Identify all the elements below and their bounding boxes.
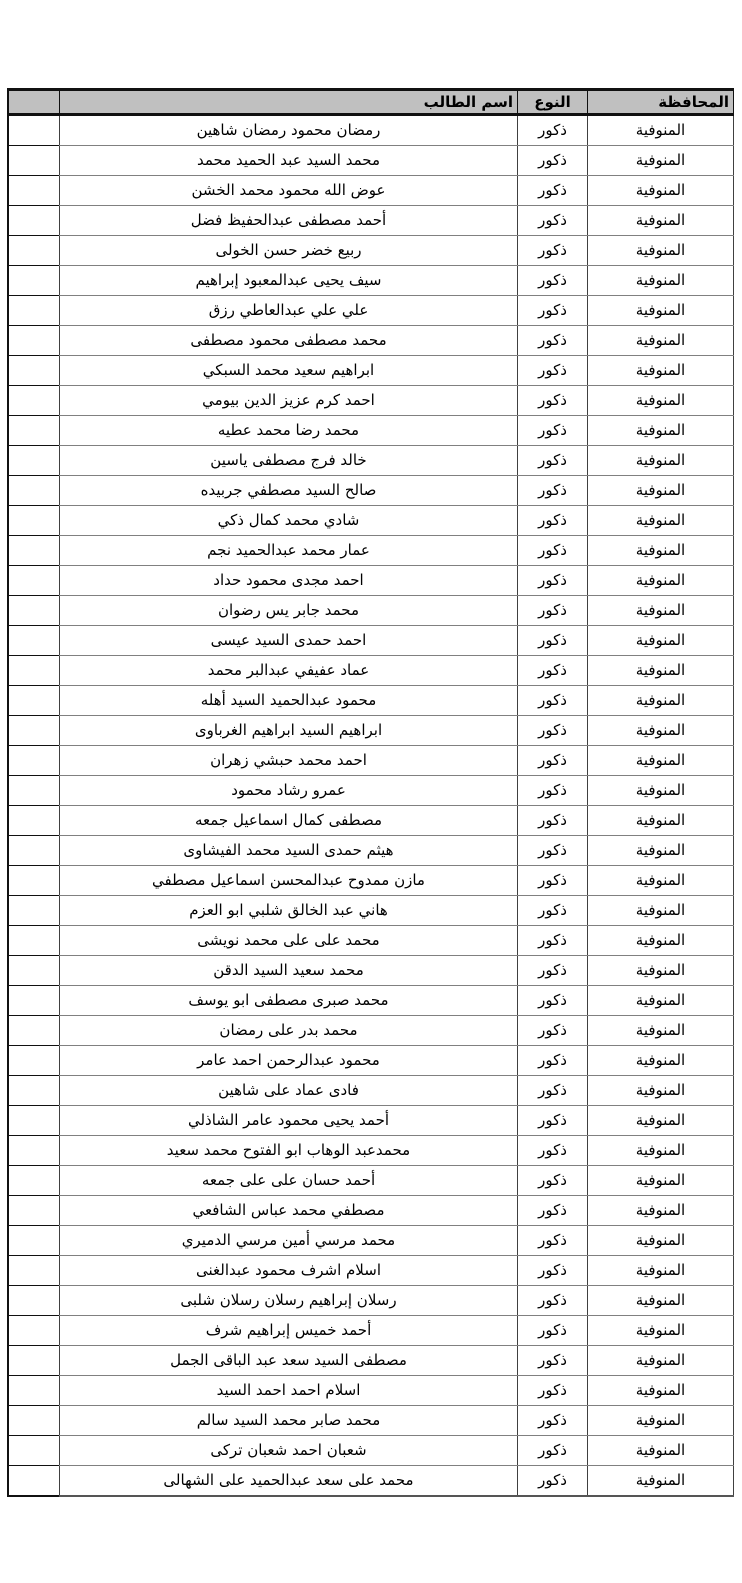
cell-type[interactable]: ذكور	[518, 1076, 588, 1106]
cell-governorate[interactable]: المنوفية	[588, 1196, 734, 1226]
table-row[interactable]	[8, 1406, 734, 1436]
cell-student-name[interactable]: هاني عبد الخالق شلبي ابو العزم	[60, 896, 518, 926]
cell-type[interactable]: ذكور	[518, 476, 588, 506]
table-row[interactable]	[8, 1466, 734, 1497]
table-row[interactable]	[8, 1316, 734, 1346]
table-row[interactable]	[8, 836, 734, 866]
table-row[interactable]	[8, 206, 734, 236]
cell-student-name[interactable]: ابراهيم سعيد محمد السبكي	[60, 356, 518, 386]
cell-serial[interactable]	[8, 266, 60, 296]
cell-student-name[interactable]: محمد مرسي أمين مرسي الدميري	[60, 1226, 518, 1256]
table-row[interactable]	[8, 926, 734, 956]
cell-governorate[interactable]: المنوفية	[588, 536, 734, 566]
cell-student-name[interactable]: عمار محمد عبدالحميد نجم	[60, 536, 518, 566]
cell-student-name[interactable]: احمد كرم عزيز الدين بيومي	[60, 386, 518, 416]
cell-serial[interactable]	[8, 476, 60, 506]
cell-student-name[interactable]: مصطفى كمال اسماعيل جمعه	[60, 806, 518, 836]
cell-governorate[interactable]: المنوفية	[588, 1466, 734, 1497]
cell-student-name[interactable]: احمد مجدى محمود حداد	[60, 566, 518, 596]
cell-student-name[interactable]: سيف يحيى عبدالمعبود إبراهيم	[60, 266, 518, 296]
cell-governorate[interactable]: المنوفية	[588, 656, 734, 686]
cell-type[interactable]: ذكور	[518, 1226, 588, 1256]
table-row[interactable]	[8, 656, 734, 686]
column-header-serial[interactable]	[8, 90, 60, 115]
cell-governorate[interactable]: المنوفية	[588, 206, 734, 236]
column-header-type[interactable]: النوع	[518, 90, 588, 115]
cell-serial[interactable]	[8, 986, 60, 1016]
table-row[interactable]	[8, 686, 734, 716]
cell-student-name[interactable]: عوض الله محمود محمد الخشن	[60, 176, 518, 206]
cell-governorate[interactable]: المنوفية	[588, 566, 734, 596]
cell-governorate[interactable]: المنوفية	[588, 386, 734, 416]
table-row[interactable]	[8, 356, 734, 386]
student-list-table	[7, 88, 735, 1497]
cell-governorate[interactable]: المنوفية	[588, 896, 734, 926]
cell-type[interactable]: ذكور	[518, 1406, 588, 1436]
cell-student-name[interactable]: خالد فرج مصطفى ياسين	[60, 446, 518, 476]
cell-student-name[interactable]: شادي محمد كمال ذكي	[60, 506, 518, 536]
cell-student-name[interactable]: محمود عبدالرحمن احمد عامر	[60, 1046, 518, 1076]
column-header-student-name[interactable]: اسم الطالب	[60, 90, 518, 115]
cell-serial[interactable]	[8, 386, 60, 416]
cell-governorate[interactable]: المنوفية	[588, 266, 734, 296]
cell-serial[interactable]	[8, 115, 60, 146]
cell-serial[interactable]	[8, 296, 60, 326]
table-row[interactable]	[8, 1436, 734, 1466]
cell-type[interactable]: ذكور	[518, 1106, 588, 1136]
table-body	[8, 115, 734, 1497]
cell-type[interactable]: ذكور	[518, 656, 588, 686]
table-row[interactable]	[8, 566, 734, 596]
cell-serial[interactable]	[8, 1316, 60, 1346]
table-row[interactable]	[8, 1286, 734, 1316]
cell-governorate[interactable]: المنوفية	[588, 176, 734, 206]
cell-governorate[interactable]: المنوفية	[588, 1286, 734, 1316]
cell-governorate[interactable]: المنوفية	[588, 926, 734, 956]
cell-student-name[interactable]: محمد على سعد عبدالحميد على الشهالى	[60, 1466, 518, 1497]
cell-serial[interactable]	[8, 1166, 60, 1196]
cell-governorate[interactable]: المنوفية	[588, 416, 734, 446]
cell-type[interactable]: ذكور	[518, 746, 588, 776]
cell-governorate[interactable]: المنوفية	[588, 1016, 734, 1046]
cell-student-name[interactable]: هيثم حمدى السيد محمد الفيشاوى	[60, 836, 518, 866]
cell-type[interactable]: ذكور	[518, 1346, 588, 1376]
table-row[interactable]	[8, 1076, 734, 1106]
cell-serial[interactable]	[8, 956, 60, 986]
cell-student-name[interactable]: أحمد يحيى محمود عامر الشاذلي	[60, 1106, 518, 1136]
cell-serial[interactable]	[8, 1076, 60, 1106]
cell-type[interactable]: ذكور	[518, 986, 588, 1016]
cell-governorate[interactable]: المنوفية	[588, 1046, 734, 1076]
cell-type[interactable]: ذكور	[518, 926, 588, 956]
cell-serial[interactable]	[8, 806, 60, 836]
cell-governorate[interactable]: المنوفية	[588, 956, 734, 986]
cell-student-name[interactable]: علي علي عبدالعاطي رزق	[60, 296, 518, 326]
cell-student-name[interactable]: رمضان محمود رمضان شاهين	[60, 115, 518, 146]
cell-serial[interactable]	[8, 1436, 60, 1466]
cell-student-name[interactable]: مصطفي محمد عباس الشافعي	[60, 1196, 518, 1226]
table-row[interactable]	[8, 266, 734, 296]
table-row[interactable]	[8, 296, 734, 326]
cell-serial[interactable]	[8, 326, 60, 356]
cell-type[interactable]: ذكور	[518, 1256, 588, 1286]
cell-type[interactable]: ذكور	[518, 596, 588, 626]
table-row[interactable]	[8, 476, 734, 506]
table-row[interactable]	[8, 1376, 734, 1406]
table-row[interactable]	[8, 896, 734, 926]
table-row[interactable]	[8, 1256, 734, 1286]
cell-type[interactable]: ذكور	[518, 176, 588, 206]
cell-student-name[interactable]: عماد عفيفي عبدالبر محمد	[60, 656, 518, 686]
table-row[interactable]	[8, 416, 734, 446]
table-row[interactable]	[8, 1226, 734, 1256]
cell-serial[interactable]	[8, 896, 60, 926]
table-row[interactable]	[8, 506, 734, 536]
cell-type[interactable]: ذكور	[518, 1316, 588, 1346]
table-row[interactable]	[8, 986, 734, 1016]
cell-student-name[interactable]: محمد صابر محمد السيد سالم	[60, 1406, 518, 1436]
cell-type[interactable]: ذكور	[518, 326, 588, 356]
table-header-row	[8, 90, 734, 115]
table-row[interactable]	[8, 115, 734, 146]
cell-governorate[interactable]: المنوفية	[588, 446, 734, 476]
cell-serial[interactable]	[8, 716, 60, 746]
cell-student-name[interactable]: محمدعبد الوهاب ابو الفتوح محمد سعيد	[60, 1136, 518, 1166]
table-row[interactable]	[8, 626, 734, 656]
table-row[interactable]	[8, 146, 734, 176]
cell-governorate[interactable]: المنوفية	[588, 836, 734, 866]
cell-governorate[interactable]: المنوفية	[588, 146, 734, 176]
cell-serial[interactable]	[8, 836, 60, 866]
cell-type[interactable]: ذكور	[518, 716, 588, 746]
cell-type[interactable]: ذكور	[518, 1376, 588, 1406]
table-row[interactable]	[8, 746, 734, 776]
table-row[interactable]	[8, 1196, 734, 1226]
cell-student-name[interactable]: رسلان إبراهيم رسلان رسلان شلبى	[60, 1286, 518, 1316]
table-row[interactable]	[8, 326, 734, 356]
cell-governorate[interactable]: المنوفية	[588, 596, 734, 626]
cell-serial[interactable]	[8, 746, 60, 776]
cell-governorate[interactable]: المنوفية	[588, 326, 734, 356]
table-row[interactable]	[8, 1106, 734, 1136]
cell-student-name[interactable]: ابراهيم السيد ابراهيم الغرباوى	[60, 716, 518, 746]
cell-type[interactable]: ذكور	[518, 566, 588, 596]
cell-type[interactable]: ذكور	[518, 1046, 588, 1076]
cell-governorate[interactable]: المنوفية	[588, 1376, 734, 1406]
cell-student-name[interactable]: فادى عماد على شاهين	[60, 1076, 518, 1106]
cell-student-name[interactable]: احمد محمد حبشي زهران	[60, 746, 518, 776]
cell-governorate[interactable]: المنوفية	[588, 1136, 734, 1166]
cell-type[interactable]: ذكور	[518, 1136, 588, 1166]
cell-serial[interactable]	[8, 1406, 60, 1436]
cell-student-name[interactable]: محمد جابر يس رضوان	[60, 596, 518, 626]
cell-student-name[interactable]: محمد السيد عبد الحميد محمد	[60, 146, 518, 176]
cell-serial[interactable]	[8, 926, 60, 956]
table-row[interactable]	[8, 806, 734, 836]
cell-type[interactable]: ذكور	[518, 356, 588, 386]
table-row[interactable]	[8, 386, 734, 416]
cell-serial[interactable]	[8, 1466, 60, 1497]
cell-type[interactable]: ذكور	[518, 416, 588, 446]
cell-governorate[interactable]: المنوفية	[588, 986, 734, 1016]
cell-student-name[interactable]: عمرو رشاد محمود	[60, 776, 518, 806]
table-row[interactable]	[8, 536, 734, 566]
cell-governorate[interactable]: المنوفية	[588, 1166, 734, 1196]
cell-type[interactable]: ذكور	[518, 296, 588, 326]
table-row[interactable]	[8, 1136, 734, 1166]
cell-type[interactable]: ذكور	[518, 1196, 588, 1226]
cell-serial[interactable]	[8, 656, 60, 686]
cell-serial[interactable]	[8, 236, 60, 266]
cell-type[interactable]: ذكور	[518, 206, 588, 236]
cell-serial[interactable]	[8, 1046, 60, 1076]
table-header	[8, 90, 734, 115]
cell-governorate[interactable]: المنوفية	[588, 476, 734, 506]
cell-governorate[interactable]: المنوفية	[588, 296, 734, 326]
cell-governorate[interactable]: المنوفية	[588, 1226, 734, 1256]
cell-student-name[interactable]: مصطفى السيد سعد عبد الباقى الجمل	[60, 1346, 518, 1376]
cell-type[interactable]: ذكور	[518, 146, 588, 176]
cell-serial[interactable]	[8, 566, 60, 596]
table-row[interactable]	[8, 956, 734, 986]
cell-serial[interactable]	[8, 1106, 60, 1136]
cell-governorate[interactable]: المنوفية	[588, 1436, 734, 1466]
cell-type[interactable]: ذكور	[518, 626, 588, 656]
cell-governorate[interactable]: المنوفية	[588, 806, 734, 836]
cell-type[interactable]: ذكور	[518, 536, 588, 566]
cell-student-name[interactable]: محمد مصطفى محمود مصطفى	[60, 326, 518, 356]
cell-student-name[interactable]: احمد حمدى السيد عيسى	[60, 626, 518, 656]
cell-governorate[interactable]: المنوفية	[588, 115, 734, 146]
cell-type[interactable]: ذكور	[518, 956, 588, 986]
cell-serial[interactable]	[8, 1016, 60, 1046]
cell-type[interactable]: ذكور	[518, 776, 588, 806]
cell-student-name[interactable]: مازن ممدوح عبدالمحسن اسماعيل مصطفي	[60, 866, 518, 896]
student-table-container	[8, 88, 734, 1497]
cell-student-name[interactable]: ربيع خضر حسن الخولى	[60, 236, 518, 266]
cell-serial[interactable]	[8, 1256, 60, 1286]
cell-serial[interactable]	[8, 206, 60, 236]
cell-student-name[interactable]: اسلام احمد احمد السيد	[60, 1376, 518, 1406]
table-row[interactable]	[8, 1166, 734, 1196]
cell-type[interactable]: ذكور	[518, 1166, 588, 1196]
table-row[interactable]	[8, 446, 734, 476]
cell-governorate[interactable]: المنوفية	[588, 1076, 734, 1106]
cell-type[interactable]: ذكور	[518, 1436, 588, 1466]
cell-student-name[interactable]: محمد رضا محمد عطيه	[60, 416, 518, 446]
cell-type[interactable]: ذكور	[518, 266, 588, 296]
cell-type[interactable]: ذكور	[518, 115, 588, 146]
table-row[interactable]	[8, 1016, 734, 1046]
cell-governorate[interactable]: المنوفية	[588, 506, 734, 536]
cell-student-name[interactable]: شعبان احمد شعبان تركى	[60, 1436, 518, 1466]
table-row[interactable]	[8, 716, 734, 746]
cell-serial[interactable]	[8, 506, 60, 536]
cell-type[interactable]: ذكور	[518, 806, 588, 836]
cell-serial[interactable]	[8, 596, 60, 626]
cell-serial[interactable]	[8, 1226, 60, 1256]
cell-student-name[interactable]: أحمد مصطفى عبدالحفيظ فضل	[60, 206, 518, 236]
cell-governorate[interactable]: المنوفية	[588, 1106, 734, 1136]
cell-type[interactable]: ذكور	[518, 386, 588, 416]
cell-student-name[interactable]: محمد على على محمد نويشى	[60, 926, 518, 956]
cell-student-name[interactable]: محمد بدر على رمضان	[60, 1016, 518, 1046]
cell-type[interactable]: ذكور	[518, 836, 588, 866]
cell-type[interactable]: ذكور	[518, 896, 588, 926]
cell-governorate[interactable]: المنوفية	[588, 1316, 734, 1346]
cell-type[interactable]: ذكور	[518, 1286, 588, 1316]
cell-governorate[interactable]: المنوفية	[588, 236, 734, 266]
cell-type[interactable]: ذكور	[518, 446, 588, 476]
cell-serial[interactable]	[8, 686, 60, 716]
cell-governorate[interactable]: المنوفية	[588, 1406, 734, 1436]
cell-governorate[interactable]: المنوفية	[588, 716, 734, 746]
cell-governorate[interactable]: المنوفية	[588, 746, 734, 776]
cell-serial[interactable]	[8, 776, 60, 806]
cell-type[interactable]: ذكور	[518, 686, 588, 716]
cell-serial[interactable]	[8, 1346, 60, 1376]
cell-student-name[interactable]: محمود عبدالحميد السيد أهله	[60, 686, 518, 716]
cell-serial[interactable]	[8, 1136, 60, 1166]
cell-serial[interactable]	[8, 176, 60, 206]
cell-governorate[interactable]: المنوفية	[588, 1256, 734, 1286]
cell-governorate[interactable]: المنوفية	[588, 356, 734, 386]
cell-student-name[interactable]: اسلام اشرف محمود عبدالغنى	[60, 1256, 518, 1286]
cell-serial[interactable]	[8, 1196, 60, 1226]
table-row[interactable]	[8, 596, 734, 626]
cell-serial[interactable]	[8, 1376, 60, 1406]
cell-governorate[interactable]: المنوفية	[588, 686, 734, 716]
cell-governorate[interactable]: المنوفية	[588, 626, 734, 656]
cell-serial[interactable]	[8, 356, 60, 386]
cell-serial[interactable]	[8, 446, 60, 476]
cell-type[interactable]: ذكور	[518, 866, 588, 896]
cell-serial[interactable]	[8, 866, 60, 896]
cell-student-name[interactable]: محمد صبرى مصطفى ابو يوسف	[60, 986, 518, 1016]
cell-student-name[interactable]: أحمد خميس إبراهيم شرف	[60, 1316, 518, 1346]
cell-type[interactable]: ذكور	[518, 1466, 588, 1497]
cell-student-name[interactable]: محمد سعيد السيد الدقن	[60, 956, 518, 986]
table-row[interactable]	[8, 1046, 734, 1076]
cell-serial[interactable]	[8, 146, 60, 176]
cell-serial[interactable]	[8, 536, 60, 566]
table-row[interactable]	[8, 866, 734, 896]
cell-serial[interactable]	[8, 416, 60, 446]
cell-governorate[interactable]: المنوفية	[588, 866, 734, 896]
cell-type[interactable]: ذكور	[518, 1016, 588, 1046]
column-header-governorate[interactable]: المحافظة	[588, 90, 734, 115]
cell-serial[interactable]	[8, 1286, 60, 1316]
cell-student-name[interactable]: أحمد حسان على على جمعه	[60, 1166, 518, 1196]
cell-student-name[interactable]: صالح السيد مصطفي جربيده	[60, 476, 518, 506]
cell-type[interactable]: ذكور	[518, 506, 588, 536]
table-row[interactable]	[8, 236, 734, 266]
table-row[interactable]	[8, 776, 734, 806]
table-row[interactable]	[8, 1346, 734, 1376]
cell-type[interactable]: ذكور	[518, 236, 588, 266]
table-row[interactable]	[8, 176, 734, 206]
cell-serial[interactable]	[8, 626, 60, 656]
cell-governorate[interactable]: المنوفية	[588, 1346, 734, 1376]
cell-governorate[interactable]: المنوفية	[588, 776, 734, 806]
